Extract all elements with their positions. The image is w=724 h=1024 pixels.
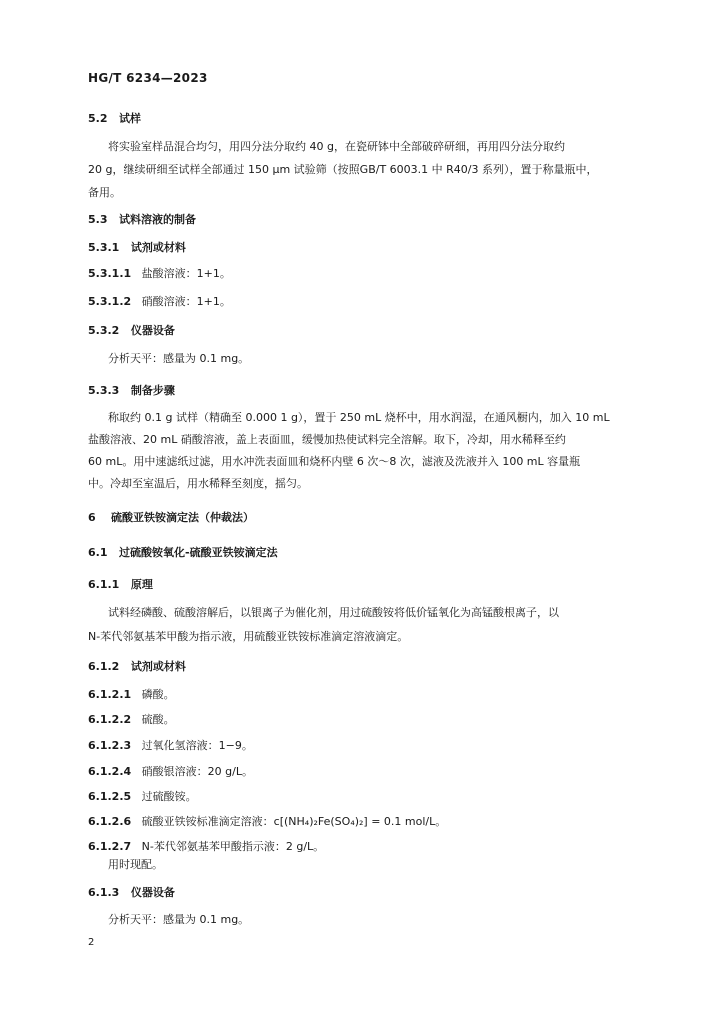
- section-number: 6.1: [88, 546, 108, 559]
- paragraph-line: 备用。: [88, 186, 121, 199]
- item-number: 6.1.2.7: [88, 840, 132, 853]
- item-number: 6.1.2.4: [88, 765, 132, 778]
- section-title: 硫酸亚铁铵滴定法（仲裁法）: [110, 511, 254, 524]
- list-item-5-3-1-2: [88, 295, 231, 309]
- item-text: 盐酸溶液：1+1。: [141, 267, 231, 280]
- list-item-5-3-1-1: [88, 267, 231, 281]
- section-number: 5.3.2: [88, 324, 120, 337]
- list-item-6-1-2-3: [88, 739, 253, 753]
- paragraph-line: 将实验室样品混合均匀，用四分法分取约 40 g，在瓷研钵中全部破碎研细，再用四分法分取约: [108, 140, 565, 153]
- paragraph-line: 分析天平：感量为 0.1 mg。: [108, 913, 250, 926]
- section-title: 制备步骤: [130, 384, 175, 397]
- item-number: 6.1.2.2: [88, 713, 132, 726]
- section-title: 试样: [119, 112, 141, 125]
- item-number: 6.1.2.5: [88, 790, 132, 803]
- item-text: 磷酸。: [141, 688, 175, 701]
- section-title: 试剂或材料: [130, 241, 186, 254]
- list-item-6-1-2-7: [88, 840, 324, 854]
- section-title: 试料溶液的制备: [119, 213, 196, 226]
- section-heading-6: [88, 511, 254, 525]
- paragraph-line: 盐酸溶液、20 mL 硝酸溶液，盖上表面皿，缓慢加热使试料完全溶解。取下，冷却，用水稀释至约: [88, 433, 566, 446]
- list-item-6-1-2-4: [88, 765, 253, 779]
- section-title: 试剂或材料: [130, 660, 186, 673]
- list-item-6-1-2-6: [88, 815, 446, 829]
- section-number: 6.1.1: [88, 578, 120, 591]
- item-text: 硫酸。: [141, 713, 175, 726]
- paragraph-line: 中。冷却至室温后，用水稀释至刻度，摇匀。: [88, 477, 308, 490]
- item-number: 6.1.2.3: [88, 739, 132, 752]
- section-heading-6-1-2: [88, 660, 186, 674]
- item-text: 硫酸亚铁铵标准滴定溶液：c[(NH₄)₂Fe(SO₄)₂] = 0.1 mol/L。: [141, 815, 447, 828]
- item-number: 5.3.1.2: [88, 295, 132, 308]
- standard-code: HG/T 6234—2023: [88, 71, 208, 85]
- item-text: 过硫酸铵。: [141, 790, 197, 803]
- section-number: 5.2: [88, 112, 108, 125]
- section-title: 原理: [130, 578, 153, 591]
- paragraph-line: 分析天平：感量为 0.1 mg。: [108, 352, 250, 365]
- item-number: 6.1.2.1: [88, 688, 132, 701]
- list-item-6-1-2-1: [88, 688, 175, 702]
- section-heading-6-1-1: [88, 578, 153, 592]
- item-text: 硝酸银溶液：20 g/L。: [141, 765, 253, 778]
- item-number: 5.3.1.1: [88, 267, 132, 280]
- section-number: 6: [88, 511, 96, 524]
- paragraph-line: 称取约 0.1 g 试样（精确至 0.000 1 g），置于 250 mL 烧杯中，用水润湿，在通风橱内，加入 10 mL: [108, 411, 610, 424]
- page-number: 2: [88, 937, 95, 948]
- section-number: 5.3.1: [88, 241, 120, 254]
- paragraph-line: 60 mL。用中速滤纸过滤，用水冲洗表面皿和烧杯内壁 6 次～8 次，滤液及洗液并入 100 mL 容量瓶: [88, 455, 581, 468]
- section-heading-6-1: [88, 546, 278, 560]
- section-number: 5.3: [88, 213, 108, 226]
- section-title: 仪器设备: [130, 324, 175, 337]
- section-title: 过硫酸铵氧化-硫酸亚铁铵滴定法: [119, 546, 278, 559]
- paragraph-line: 试料经磷酸、硫酸溶解后，以银离子为催化剂，用过硫酸铵将低价锰氧化为高锰酸根离子，以: [108, 606, 559, 619]
- item-number: 6.1.2.6: [88, 815, 132, 828]
- item-text: 硝酸溶液：1+1。: [141, 295, 231, 308]
- section-heading-5-3: [88, 213, 196, 227]
- item-note: 用时现配。: [108, 858, 163, 871]
- item-text: N-苯代邻氨基苯甲酸指示液：2 g/L。: [141, 840, 325, 853]
- paragraph-line: 20 g，继续研细至试样全部通过 150 μm 试验筛（按照GB/T 6003.1 中 R40/3 系列），置于称量瓶中，: [88, 163, 598, 176]
- section-heading-6-1-3: [88, 886, 175, 900]
- list-item-6-1-2-2: [88, 713, 175, 727]
- section-heading-5-3-2: [88, 324, 175, 338]
- section-number: 6.1.3: [88, 886, 120, 899]
- section-number: 6.1.2: [88, 660, 120, 673]
- list-item-6-1-2-5: [88, 790, 197, 804]
- section-heading-5-2: [88, 112, 141, 126]
- item-text: 过氧化氢溶液：1−9。: [141, 739, 253, 752]
- section-title: 仪器设备: [130, 886, 175, 899]
- section-number: 5.3.3: [88, 384, 120, 397]
- section-heading-5-3-3: [88, 384, 175, 398]
- section-heading-5-3-1: [88, 241, 186, 255]
- paragraph-line: N-苯代邻氨基苯甲酸为指示液，用硫酸亚铁铵标准滴定溶液滴定。: [88, 630, 409, 643]
